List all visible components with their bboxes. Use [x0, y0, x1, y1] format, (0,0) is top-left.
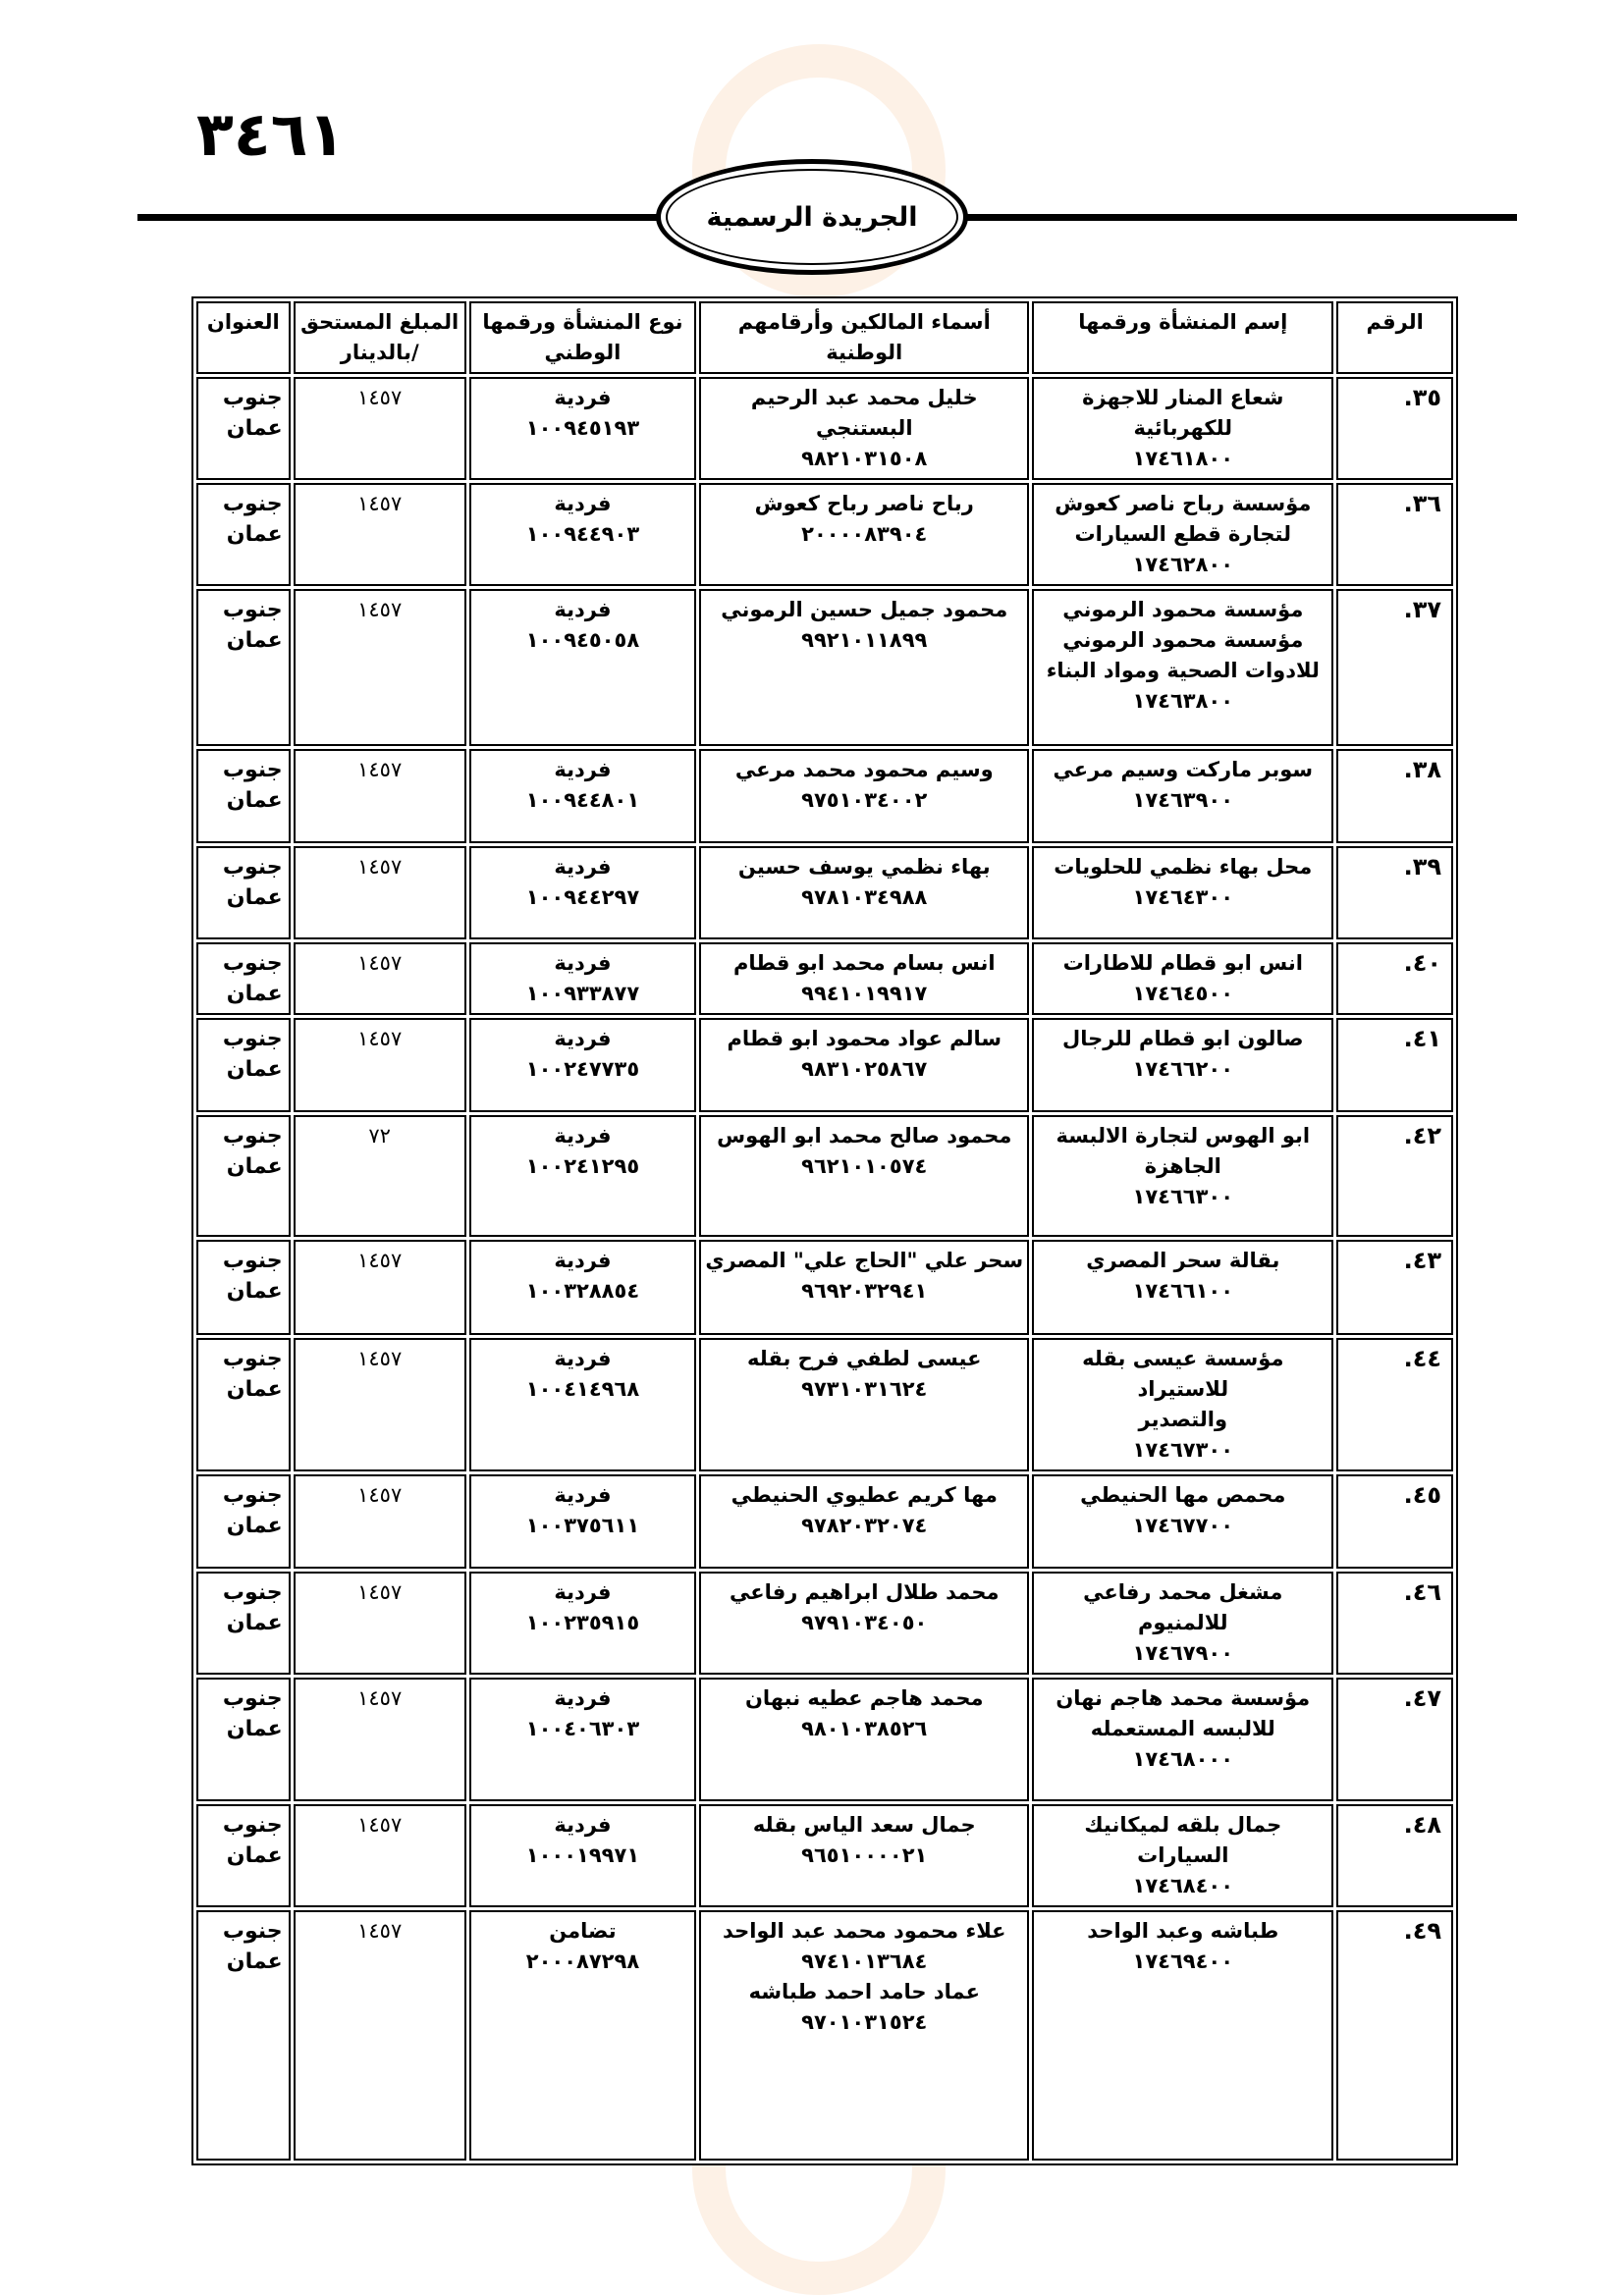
owners	[699, 1018, 1029, 1112]
owners-line: انس بسام محمد ابو قطام	[732, 951, 996, 975]
amount-due: ١٤٥٧	[294, 377, 466, 480]
establishment-name-line: انس ابو قطام للاطارات	[1062, 951, 1303, 975]
establishment-type-line: فردية	[554, 1027, 612, 1050]
address	[196, 1018, 291, 1112]
row-number: ٤٢.	[1336, 1115, 1453, 1237]
establishment-name-line: طباشه وعبد الواحد	[1087, 1919, 1279, 1943]
establishment-type-line: فردية	[554, 386, 612, 409]
owners-line: ٩٩٤١٠١٩٩١٧	[801, 982, 928, 1005]
establishment-name-line: والتصدير	[1138, 1408, 1228, 1431]
establishment-type-line: ١٠٠٢٣٥٩١٥	[525, 1611, 640, 1634]
address-line: عمان	[226, 1843, 283, 1868]
address-line: عمان	[226, 885, 283, 910]
owners-line: ٩٧٤١٠١٣٦٨٤	[801, 1949, 928, 1973]
establishment-type	[469, 942, 696, 1015]
owners	[699, 1572, 1029, 1675]
establishment-type-line: ١٠٠٩٤٤٢٩٧	[525, 885, 640, 909]
establishment-name	[1032, 942, 1333, 1015]
establishment-name-line: محمص مها الحنيطي	[1080, 1483, 1286, 1507]
owners	[699, 483, 1029, 586]
address	[196, 1338, 291, 1471]
owners-line: سالم عواد محمود ابو قطام	[727, 1027, 1001, 1050]
owners	[699, 1910, 1029, 2161]
col-header-type: نوع المنشأة ورقمها الوطني	[469, 301, 696, 374]
owners	[699, 589, 1029, 746]
address-line: جنوب	[222, 758, 283, 782]
address	[196, 846, 291, 939]
establishment-name-line: ١٧٤٦١٨٠٠	[1132, 447, 1234, 470]
establishment-name-line: شعاع المنار للاجهزة	[1082, 386, 1284, 409]
address-line: جنوب	[222, 951, 283, 976]
table-row	[196, 846, 1453, 939]
establishment-name	[1032, 846, 1333, 939]
row-number: ٣٥.	[1336, 377, 1453, 480]
establishment-name-line: مؤسسة محمد هاجم نهان	[1056, 1686, 1311, 1710]
establishment-name	[1032, 589, 1333, 746]
owners-line: ٩٧٣١٠٣١٦٢٤	[801, 1377, 928, 1401]
establishment-name	[1032, 1572, 1333, 1675]
address-line: عمان	[226, 628, 283, 653]
owners	[699, 749, 1029, 843]
table-row	[196, 1474, 1453, 1569]
table-row	[196, 749, 1453, 843]
table-row	[196, 1240, 1453, 1335]
owners	[699, 1804, 1029, 1907]
address-line: عمان	[226, 1717, 283, 1741]
establishment-name	[1032, 1804, 1333, 1907]
owners	[699, 942, 1029, 1015]
owners	[699, 1240, 1029, 1335]
col-header-establishment: إسم المنشأة ورقمها	[1032, 301, 1333, 374]
establishment-name-line: مؤسسة محمود الرموني	[1062, 598, 1304, 621]
owners-line: ٢٠٠٠٠٨٣٩٠٤	[801, 522, 928, 546]
address	[196, 483, 291, 586]
establishment-name-line: مؤسسة رباح ناصر كعوش	[1055, 492, 1312, 515]
address-line: جنوب	[222, 386, 283, 410]
owners-line: علاء محمود محمد عبد الواحد	[722, 1919, 1006, 1943]
establishment-name	[1032, 1910, 1333, 2161]
owners-line: عماد حامد احمد طباشه	[748, 1980, 980, 2003]
owners-line: ٩٨٣١٠٢٥٨٦٧	[801, 1057, 928, 1081]
address-line: عمان	[226, 1514, 283, 1538]
owners-line: محمود جميل حسين الرموني	[721, 598, 1008, 621]
registry-table-container	[191, 296, 1458, 2165]
address-line: عمان	[226, 1949, 283, 1974]
owners	[699, 377, 1029, 480]
establishment-type-line: فردية	[554, 758, 612, 781]
row-number: ٤٣.	[1336, 1240, 1453, 1335]
owners-line: ٩٩٢١٠١١٨٩٩	[801, 628, 928, 652]
amount-due: ١٤٥٧	[294, 846, 466, 939]
establishment-name-line: سوبر ماركت وسيم مرعي	[1053, 758, 1314, 781]
owners-line: ٩٦٥١٠٠٠٠٢١	[801, 1843, 928, 1867]
establishment-type	[469, 1474, 696, 1569]
row-number: ٤٩.	[1336, 1910, 1453, 2161]
establishment-name-line: الجاهزة	[1144, 1154, 1221, 1178]
owners	[699, 1115, 1029, 1237]
amount-due: ١٤٥٧	[294, 749, 466, 843]
establishment-name-line: ابو الهوس لتجارة الالبسة	[1056, 1124, 1311, 1148]
establishment-type	[469, 749, 696, 843]
owners	[699, 1474, 1029, 1569]
table-row	[196, 1804, 1453, 1907]
registry-table	[191, 296, 1458, 2165]
owners-line: محمد طلال ابراهيم رفاعي	[730, 1580, 1000, 1604]
address	[196, 1240, 291, 1335]
owners-line: محمد هاجم عطيه نبهان	[744, 1686, 984, 1710]
row-number: ٤٠.	[1336, 942, 1453, 1015]
establishment-type-line: فردية	[554, 1813, 612, 1837]
establishment-name	[1032, 1678, 1333, 1801]
gazette-title: الجريدة الرسمية	[706, 201, 918, 233]
establishment-name-line: مؤسسة عيسى بقله للاستيراد	[1082, 1347, 1284, 1401]
amount-due: ١٤٥٧	[294, 1910, 466, 2161]
establishment-type	[469, 1115, 696, 1237]
table-row	[196, 1678, 1453, 1801]
owners	[699, 1338, 1029, 1471]
owners-line: ٩٨٠١٠٣٨٥٢٦	[801, 1717, 928, 1740]
table-row	[196, 589, 1453, 746]
page-number: ٣٤٦١	[196, 98, 346, 170]
establishment-name-line: صالون ابو قطام للرجال	[1061, 1027, 1304, 1050]
owners-line: ٩٦٩٢٠٣٢٩٤١	[801, 1279, 928, 1303]
address-line: جنوب	[222, 1249, 283, 1273]
establishment-name-line: ١٧٤٦٨٤٠٠	[1132, 1874, 1234, 1897]
owners-line: ٩٧٥١٠٣٤٠٠٢	[801, 788, 928, 812]
address	[196, 942, 291, 1015]
header-oval	[656, 159, 968, 275]
establishment-type-line: ١٠٠٢٤٧٧٣٥	[525, 1057, 640, 1081]
amount-due: ١٤٥٧	[294, 589, 466, 746]
amount-due: ١٤٥٧	[294, 1018, 466, 1112]
address	[196, 377, 291, 480]
row-number: ٤٥.	[1336, 1474, 1453, 1569]
row-number: ٤٦.	[1336, 1572, 1453, 1675]
row-number: ٣٦.	[1336, 483, 1453, 586]
address-line: جنوب	[222, 1347, 283, 1371]
establishment-name	[1032, 749, 1333, 843]
establishment-name-line: ١٧٤٦٧٣٠٠	[1132, 1438, 1234, 1462]
establishment-type	[469, 589, 696, 746]
establishment-name-line: مؤسسة محمود الرموني	[1062, 628, 1304, 652]
establishment-name-line: ١٧٤٦٩٤٠٠	[1132, 1949, 1234, 1973]
establishment-name	[1032, 1474, 1333, 1569]
establishment-name-line: ١٧٤٦٦٣٠٠	[1132, 1185, 1234, 1208]
owners-line: رباح ناصر رباح كعوش	[754, 492, 974, 515]
table-row	[196, 942, 1453, 1015]
establishment-name	[1032, 1338, 1333, 1471]
address-line: جنوب	[222, 855, 283, 880]
owners-line: بهاء نظمي يوسف حسين	[737, 855, 991, 879]
establishment-type-line: ١٠٠٤٠٦٣٠٣	[525, 1717, 640, 1740]
row-number: ٣٩.	[1336, 846, 1453, 939]
row-number: ٣٨.	[1336, 749, 1453, 843]
owners-line: ٩٦٢١٠١٠٥٧٤	[801, 1154, 928, 1178]
establishment-type-line: فردية	[554, 951, 612, 975]
establishment-name	[1032, 377, 1333, 480]
table-row	[196, 483, 1453, 586]
establishment-type-line: ١٠٠٩٤٥٠٥٨	[525, 628, 640, 652]
establishment-type	[469, 1678, 696, 1801]
establishment-type	[469, 846, 696, 939]
amount-due: ١٤٥٧	[294, 1240, 466, 1335]
owners-line: مها كريم عطيوي الحنيطي	[731, 1483, 998, 1507]
address-line: عمان	[226, 1279, 283, 1304]
address-line: عمان	[226, 1154, 283, 1179]
address	[196, 1804, 291, 1907]
establishment-name-line: بقالة سحر المصري	[1086, 1249, 1280, 1272]
owners-line: وسيم محمود محمد مرعي	[734, 758, 994, 781]
amount-due: ١٤٥٧	[294, 942, 466, 1015]
address-line: عمان	[226, 788, 283, 813]
establishment-type-line: ١٠٠٩٤٥١٩٣	[525, 416, 640, 440]
establishment-name-line: للكهربائية	[1133, 416, 1233, 440]
establishment-type-line: ١٠٠٠١٩٩٧١	[525, 1843, 640, 1867]
amount-due: ١٤٥٧	[294, 1338, 466, 1471]
address-line: عمان	[226, 1611, 283, 1635]
owners-line: ٩٧٠١٠٣١٥٢٤	[801, 2010, 928, 2034]
establishment-name-line: للادوات الصحية ومواد البناء	[1046, 659, 1320, 682]
establishment-name-line: ١٧٤٦٦١٠٠	[1132, 1279, 1234, 1303]
establishment-type-line: فردية	[554, 1347, 612, 1370]
address-line: جنوب	[222, 1580, 283, 1605]
table-row	[196, 1910, 1453, 2161]
establishment-type-line: فردية	[554, 855, 612, 879]
amount-due: ١٤٥٧	[294, 1474, 466, 1569]
table-row	[196, 1338, 1453, 1471]
establishment-name-line: ١٧٤٦٢٨٠٠	[1132, 553, 1234, 576]
address-line: عمان	[226, 1057, 283, 1082]
row-number: ٤١.	[1336, 1018, 1453, 1112]
establishment-name-line: ١٧٤٦٨٠٠٠	[1132, 1747, 1234, 1771]
table-row	[196, 1018, 1453, 1112]
table-row	[196, 1115, 1453, 1237]
establishment-type-line: ١٠٠٤١٤٩٦٨	[525, 1377, 640, 1401]
establishment-type-line: ١٠٠٩٣٣٨٧٧	[525, 982, 640, 1005]
address-line: جنوب	[222, 598, 283, 622]
address-line: جنوب	[222, 1124, 283, 1148]
establishment-name-line: لتجارة قطع السيارات	[1074, 522, 1291, 546]
establishment-name-line: محل بهاء نظمي للحلويات	[1054, 855, 1313, 879]
establishment-type-line: ١٠٠٩٤٤٩٠٣	[525, 522, 640, 546]
establishment-type-line: فردية	[554, 1483, 612, 1507]
address-line: جنوب	[222, 1919, 283, 1944]
col-header-owners: أسماء المالكين وأرقامهم الوطنية	[699, 301, 1029, 374]
establishment-name-line: جمال بلقه لميكانيك السيارات	[1084, 1813, 1282, 1867]
row-number: ٤٧.	[1336, 1678, 1453, 1801]
col-header-number: الرقم	[1336, 301, 1453, 374]
establishment-type	[469, 1572, 696, 1675]
owners-line: خليل محمد عبد الرحيم البستنجي	[750, 386, 978, 440]
row-number: ٣٧.	[1336, 589, 1453, 746]
address-line: جنوب	[222, 492, 283, 516]
establishment-name-line: ١٧٤٦٧٩٠٠	[1132, 1641, 1234, 1665]
establishment-type-line: ١٠٠٢٤١٢٩٥	[525, 1154, 640, 1178]
address	[196, 749, 291, 843]
establishment-name-line: ١٧٤٦٤٣٠٠	[1132, 885, 1234, 909]
establishment-type	[469, 1804, 696, 1907]
address-line: عمان	[226, 522, 283, 547]
owners-line: ٩٧٩١٠٣٤٠٥٠	[801, 1611, 928, 1634]
establishment-name-line: ١٧٤٦٣٨٠٠	[1132, 689, 1234, 713]
address	[196, 1572, 291, 1675]
address	[196, 1474, 291, 1569]
owners-line: عيسى لطفي فرح بقله	[747, 1347, 982, 1370]
amount-due: ١٤٥٧	[294, 1804, 466, 1907]
establishment-name-line: ١٧٤٦٣٩٠٠	[1132, 788, 1234, 812]
establishment-name-line: مشغل محمد رفاعي للالمنيوم	[1083, 1580, 1283, 1634]
establishment-type-line: ١٠٠٩٤٤٨٠١	[525, 788, 640, 812]
owners	[699, 846, 1029, 939]
establishment-type	[469, 1338, 696, 1471]
establishment-type	[469, 1910, 696, 2161]
owners-line: جمال سعد الياس بقله	[752, 1813, 976, 1837]
establishment-type-line: ١٠٠٣٧٥٦١١	[525, 1514, 640, 1537]
establishment-name-line: ١٧٤٦٧٧٠٠	[1132, 1514, 1234, 1537]
address-line: جنوب	[222, 1813, 283, 1838]
address-line: عمان	[226, 982, 283, 1006]
amount-due: ١٤٥٧	[294, 1678, 466, 1801]
col-header-amount: المبلغ المستحق /بالدينار	[294, 301, 466, 374]
establishment-type-line: فردية	[554, 598, 612, 621]
establishment-type-line: فردية	[554, 1124, 612, 1148]
establishment-name-line: ١٧٤٦٦٢٠٠	[1132, 1057, 1234, 1081]
row-number: ٤٨.	[1336, 1804, 1453, 1907]
owners	[699, 1678, 1029, 1801]
table-header-row	[196, 301, 1453, 374]
establishment-name-line: ١٧٤٦٤٥٠٠	[1132, 982, 1234, 1005]
address	[196, 1678, 291, 1801]
establishment-type-line: فردية	[554, 1249, 612, 1272]
amount-due: ١٤٥٧	[294, 483, 466, 586]
establishment-name	[1032, 1018, 1333, 1112]
establishment-name	[1032, 1240, 1333, 1335]
table-row	[196, 377, 1453, 480]
owners-line: سحر علي "الحاج علي" المصري	[705, 1249, 1024, 1272]
owners-line: ٩٨٢١٠٣١٥٠٨	[801, 447, 928, 470]
address	[196, 589, 291, 746]
establishment-type	[469, 377, 696, 480]
owners-line: ٩٧٨١٠٣٤٩٨٨	[801, 885, 928, 909]
establishment-type	[469, 1240, 696, 1335]
establishment-name	[1032, 1115, 1333, 1237]
row-number: ٤٤.	[1336, 1338, 1453, 1471]
establishment-type	[469, 1018, 696, 1112]
address-line: جنوب	[222, 1027, 283, 1051]
establishment-type	[469, 483, 696, 586]
address-line: جنوب	[222, 1483, 283, 1508]
address	[196, 1910, 291, 2161]
address-line: جنوب	[222, 1686, 283, 1711]
establishment-type-line: ٢٠٠٠٨٧٢٩٨	[525, 1949, 640, 1973]
col-header-address: العنوان	[196, 301, 291, 374]
establishment-type-line: فردية	[554, 1686, 612, 1710]
establishment-type-line: فردية	[554, 492, 612, 515]
establishment-type-line: تضامن	[549, 1919, 617, 1943]
establishment-name-line: للالبسه المستعمله	[1090, 1717, 1275, 1740]
address-line: عمان	[226, 416, 283, 441]
table-body	[196, 377, 1453, 2161]
table-row	[196, 1572, 1453, 1675]
address	[196, 1115, 291, 1237]
owners-line: محمود صالح محمد ابو الهوس	[717, 1124, 1012, 1148]
amount-due: ٧٢	[294, 1115, 466, 1237]
establishment-type-line: ١٠٠٣٢٨٨٥٤	[525, 1279, 640, 1303]
address-line: عمان	[226, 1377, 283, 1402]
establishment-type-line: فردية	[554, 1580, 612, 1604]
amount-due: ١٤٥٧	[294, 1572, 466, 1675]
establishment-name	[1032, 483, 1333, 586]
owners-line: ٩٧٨٢٠٣٢٠٧٤	[801, 1514, 928, 1537]
